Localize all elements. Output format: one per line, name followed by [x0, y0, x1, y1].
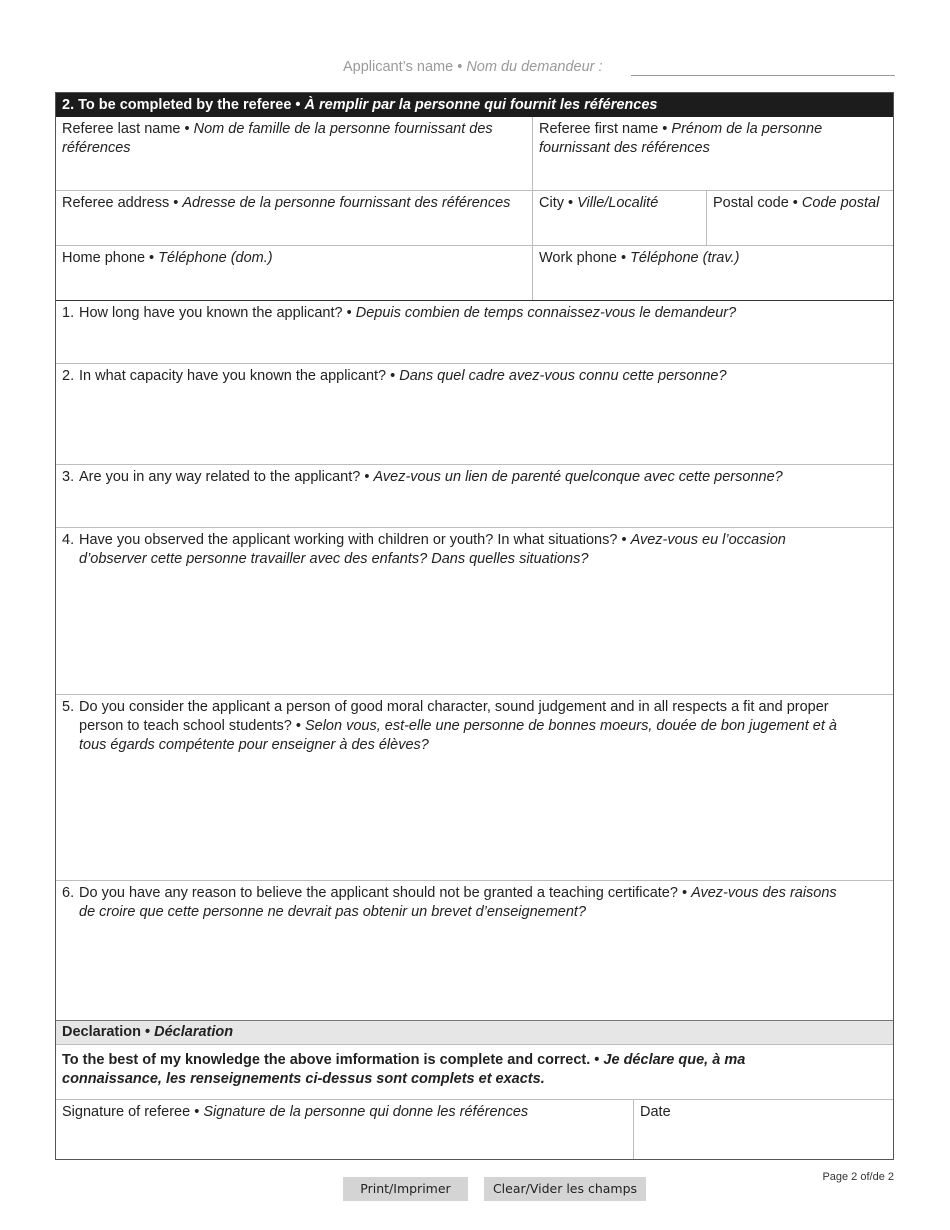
question-4-sep: • [617, 532, 631, 548]
question-3-field[interactable] [56, 465, 893, 528]
question-5-field[interactable] [56, 695, 893, 881]
postal-label-fr: Code postal [801, 195, 880, 211]
question-5-fr: Selon vous, est-elle une personne de bonnes moeurs, douée de bon jugement et à tous égards compétente pour enseigner à des élèves? [79, 718, 837, 753]
question-5-number: 5. [62, 699, 75, 715]
first-name-sep: • [658, 121, 672, 137]
work-phone-field[interactable] [532, 246, 893, 300]
question-6-sep: • [677, 885, 692, 901]
declaration-text-fr: Je déclare que, à ma connaissance, les renseignements ci-dessus sont complets et exacts. [62, 1052, 746, 1087]
signature-label-fr: Signature de la personne qui donne les références [203, 1104, 529, 1120]
clear-fields-button[interactable]: Clear/Vider les champs [484, 1177, 646, 1201]
postal-sep: • [788, 195, 802, 211]
city-sep: • [563, 195, 578, 211]
last-name-sep: • [180, 121, 194, 137]
last-name-label-en: Referee last name [62, 121, 181, 137]
question-4-field[interactable] [56, 528, 893, 695]
section-title-fr: À remplir par la personne qui fournit les références [304, 97, 658, 113]
first-name-label-fr: Prénom de la personne fournissant des références [539, 121, 823, 156]
declaration-title-fr: Déclaration [154, 1024, 234, 1040]
question-1-en: How long have you known the applicant? [79, 305, 343, 321]
question-4-number: 4. [62, 532, 75, 548]
question-4-en: Have you observed the applicant working with children or youth? In what situations? [79, 532, 618, 548]
question-4-fr: Avez-vous eu l’occasion d’observer cette personne travailler avec des enfants? Dans quelles situations? [79, 532, 786, 567]
work-phone-label-en: Work phone [539, 250, 617, 266]
postal-label-en: Postal code [713, 195, 789, 211]
home-phone-label-fr: Téléphone (dom.) [158, 250, 273, 266]
question-2-en: In what capacity have you known the applicant? [79, 368, 387, 384]
question-6-field[interactable] [56, 881, 893, 1021]
first-name-label-en: Referee first name [539, 121, 659, 137]
question-6-number: 6. [62, 885, 75, 901]
question-5-en: Do you consider the applicant a person of good moral character, sound judgement and in all respects a fit and proper person to teach school students? [79, 699, 829, 734]
question-3-sep: • [360, 469, 374, 485]
signature-sep: • [190, 1104, 204, 1120]
applicant-sep: • [453, 59, 467, 75]
question-2-fr: Dans quel cadre avez-vous connu cette personne? [399, 368, 727, 384]
postal-code-field[interactable] [706, 191, 893, 245]
signature-field[interactable] [56, 1100, 633, 1159]
question-1-fr: Depuis combien de temps connaissez-vous le demandeur? [355, 305, 737, 321]
declaration-header [56, 1021, 893, 1044]
work-phone-sep: • [616, 250, 631, 266]
referee-first-name-field[interactable] [532, 117, 893, 190]
address-sep: • [169, 195, 183, 211]
section-title-sep: • [291, 97, 305, 113]
print-button[interactable]: Print/Imprimer [343, 1177, 468, 1201]
applicant-name-field [343, 59, 895, 79]
applicant-label-en: Applicant’s name [343, 59, 454, 75]
declaration-text-sep: • [590, 1052, 604, 1068]
home-phone-label-en: Home phone [62, 250, 146, 266]
home-phone-sep: • [145, 250, 159, 266]
referee-address-field[interactable] [56, 191, 532, 245]
home-phone-field[interactable] [56, 246, 532, 300]
date-field[interactable] [633, 1100, 893, 1159]
question-1-field[interactable] [56, 301, 893, 364]
address-label-en: Referee address [62, 195, 170, 211]
question-2-number: 2. [62, 368, 75, 384]
question-3-en: Are you in any way related to the applicant? [79, 469, 361, 485]
last-name-label-fr: Nom de famille de la personne fournissant des références [62, 121, 493, 156]
declaration-text-en: To the best of my knowledge the above imformation is complete and correct. [62, 1052, 591, 1068]
declaration-statement [56, 1045, 893, 1099]
question-1-sep: • [342, 305, 356, 321]
address-label-fr: Adresse de la personne fournissant des références [182, 195, 511, 211]
page-number: Page 2 of/de 2 [822, 1171, 894, 1183]
signature-label-en: Signature of referee [62, 1104, 191, 1120]
work-phone-label-fr: Téléphone (trav.) [630, 250, 740, 266]
date-label: Date [640, 1104, 671, 1120]
question-3-fr: Avez-vous un lien de parenté quelconque avec cette personne? [373, 469, 783, 485]
city-label-en: City [539, 195, 564, 211]
applicant-name-input[interactable] [631, 57, 899, 77]
declaration-sep: • [140, 1024, 155, 1040]
referee-last-name-field[interactable] [56, 117, 532, 190]
question-2-sep: • [386, 368, 400, 384]
question-6-fr: Avez-vous des raisons de croire que cette personne ne devrait pas obtenir un brevet d’enseignement? [79, 885, 837, 920]
question-6-en: Do you have any reason to believe the applicant should not be granted a teaching certificate? [79, 885, 678, 901]
question-1-number: 1. [62, 305, 75, 321]
applicant-label-fr: Nom du demandeur : [466, 59, 603, 75]
section-header [56, 93, 893, 117]
referee-form [55, 92, 894, 1160]
city-field[interactable] [532, 191, 706, 245]
question-3-number: 3. [62, 469, 75, 485]
city-label-fr: Ville/Localité [577, 195, 659, 211]
section-title-en: 2. To be completed by the referee [62, 97, 292, 113]
declaration-title-en: Declaration [62, 1024, 141, 1040]
question-5-sep: • [291, 718, 305, 734]
question-2-field[interactable] [56, 364, 893, 465]
